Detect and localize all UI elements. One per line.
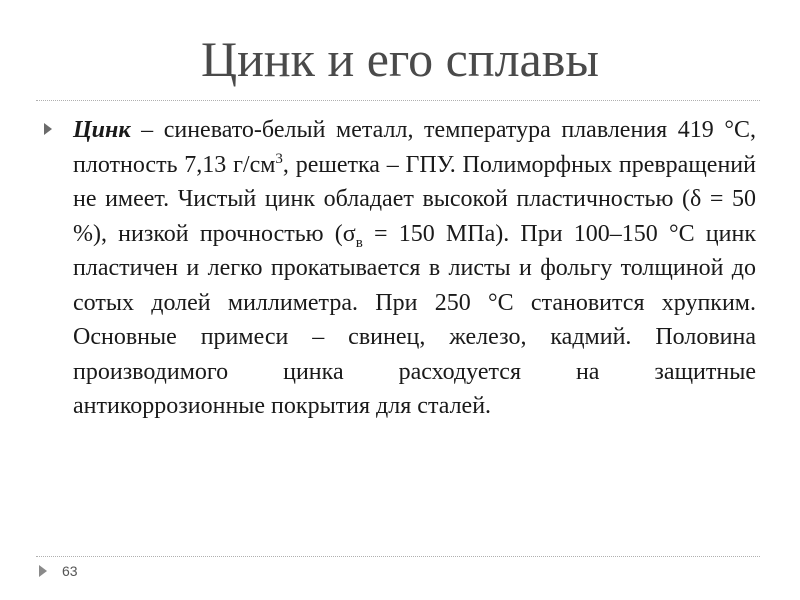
slide-title: Цинк и его сплавы bbox=[201, 31, 599, 87]
body-text-1: – синевато-белый металл, температура плавления 419 °С, плотность 7,13 г/см bbox=[73, 117, 756, 178]
superscript-3: 3 bbox=[275, 150, 283, 167]
title-divider bbox=[36, 100, 760, 101]
body-paragraph bbox=[73, 113, 756, 424]
body-text-3: = 150 МПа). При 100–150 °С цинк пластичен и легко прокатывается в листы и фольгу толщиной до сотых долей миллиметра. При 250 °С становится хрупким. Основные примеси – свинец, железо, кадмий. Половина производимого цинка расходуется на защитные антикоррозионные покрытия для сталей. bbox=[73, 220, 756, 419]
content-area bbox=[44, 113, 756, 533]
footer-divider bbox=[36, 556, 760, 557]
body-text-2: , решетка – ГПУ. Полиморфных превращений не имеет. Чистый цинк обладает высокой пластичностью (δ = 50 %), низкой прочностью (σ bbox=[73, 151, 756, 247]
page-number: 63 bbox=[62, 563, 78, 579]
lead-term: Цинк bbox=[73, 117, 131, 143]
triangle-footer-icon bbox=[39, 565, 47, 577]
triangle-bullet-icon bbox=[44, 123, 52, 135]
subscript-v: в bbox=[355, 234, 363, 251]
